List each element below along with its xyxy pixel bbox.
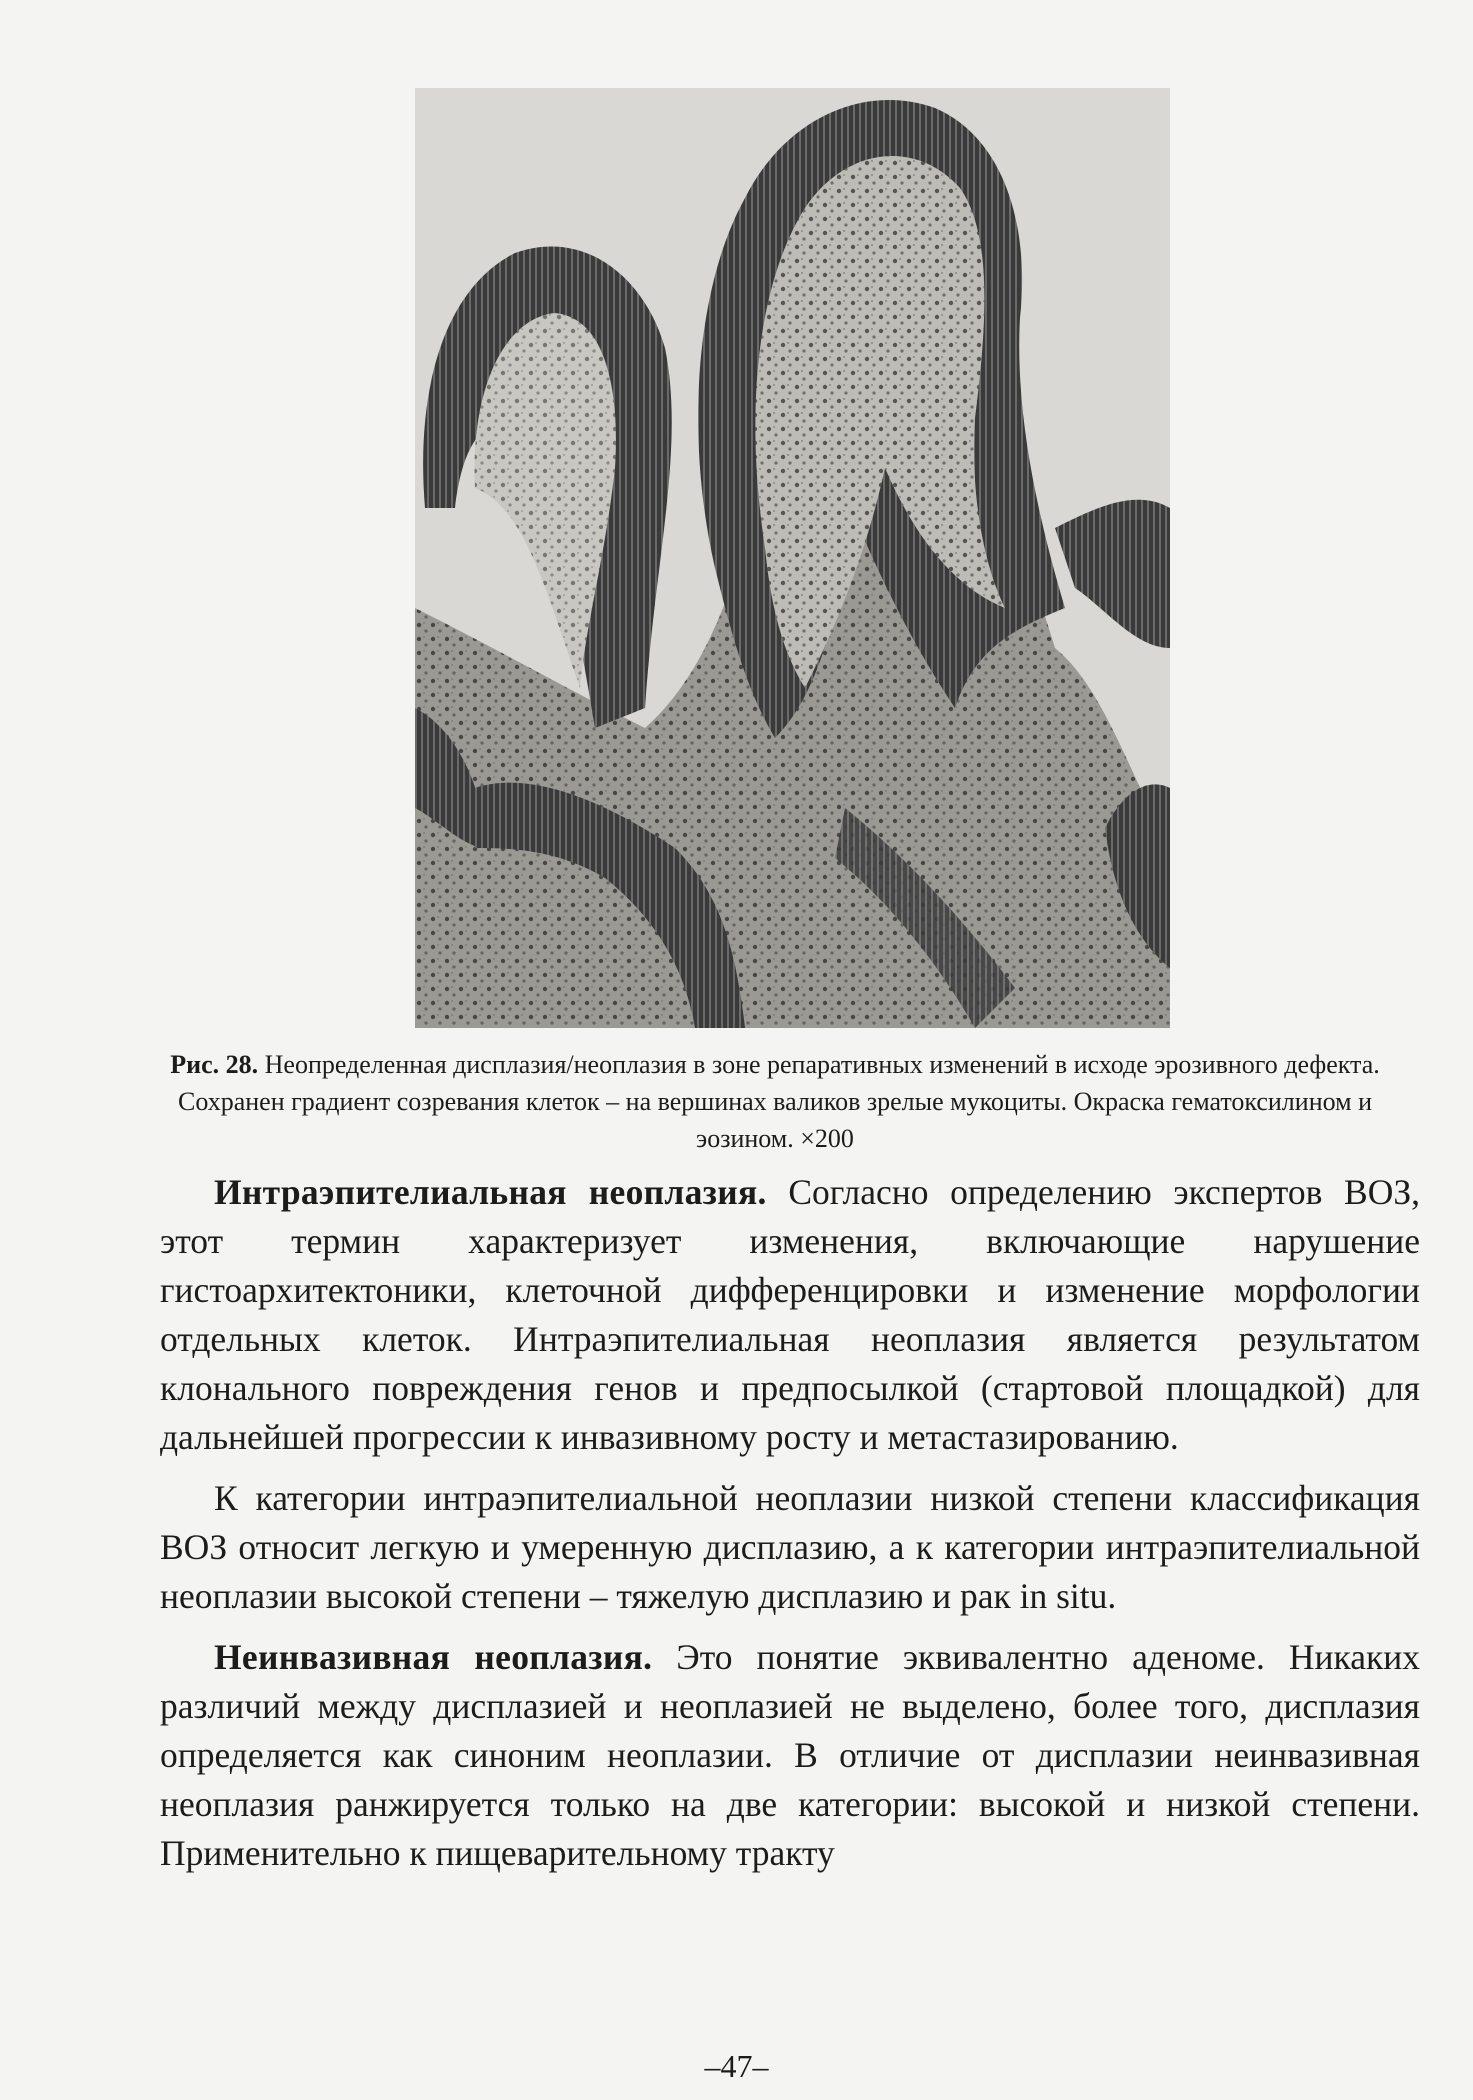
- histology-micrograph: [415, 88, 1170, 1028]
- paragraph: [160, 1168, 1420, 1462]
- figure-caption-text: Неопределенная дисплазия/неоплазия в зоне репаративных изменений в исходе эрозивного дефекта. Сохранен градиент созревания клеток – на вершинах валиков зрелые мукоциты. Окраска гематоксилином и эозином. ×200: [178, 1050, 1380, 1153]
- paragraph-text: Согласно определению экспертов ВОЗ, этот термин характеризует изменения, включающие нарушение гистоархитектоники, клеточной дифференцировки и изменение морфологии отдельных клеток. Интраэпителиальная неоплазия является результатом клонального повреждения генов и предпосылкой (стартовой площадкой) для дальнейшей прогрессии к инвазивному росту и метастазированию.: [160, 1172, 1420, 1457]
- paragraph-heading: Интраэпителиальная неоплазия.: [214, 1172, 767, 1212]
- figure-label: Рис. 28.: [170, 1050, 259, 1079]
- paragraph-heading: Неинвазивная неоплазия.: [214, 1637, 653, 1677]
- body-text: [160, 1168, 1420, 1890]
- paragraph-text: Это понятие эквивалентно аденоме. Никаких различий между дисплазией и неоплазией не выделено, более того, дисплазия определяется как синоним неоплазии. В отличие от дисплазии неинвазивная неоплазия ранжируется только на две категории: высокой и низкой степени. Применительно к пищеварительному тракту: [160, 1637, 1420, 1873]
- figure-caption: [150, 1046, 1400, 1157]
- paragraph: [160, 1474, 1420, 1621]
- paragraph-text: К категории интраэпителиальной неоплазии низкой степени классификация ВОЗ относит легкую и умеренную дисплазию, а к категории интраэпителиальной неоплазии высокой степени – тяжелую дисплазию и рак in situ.: [160, 1478, 1420, 1616]
- page-number: –47–: [704, 2048, 769, 2084]
- histology-figure: [415, 88, 1170, 1028]
- paragraph: [160, 1633, 1420, 1878]
